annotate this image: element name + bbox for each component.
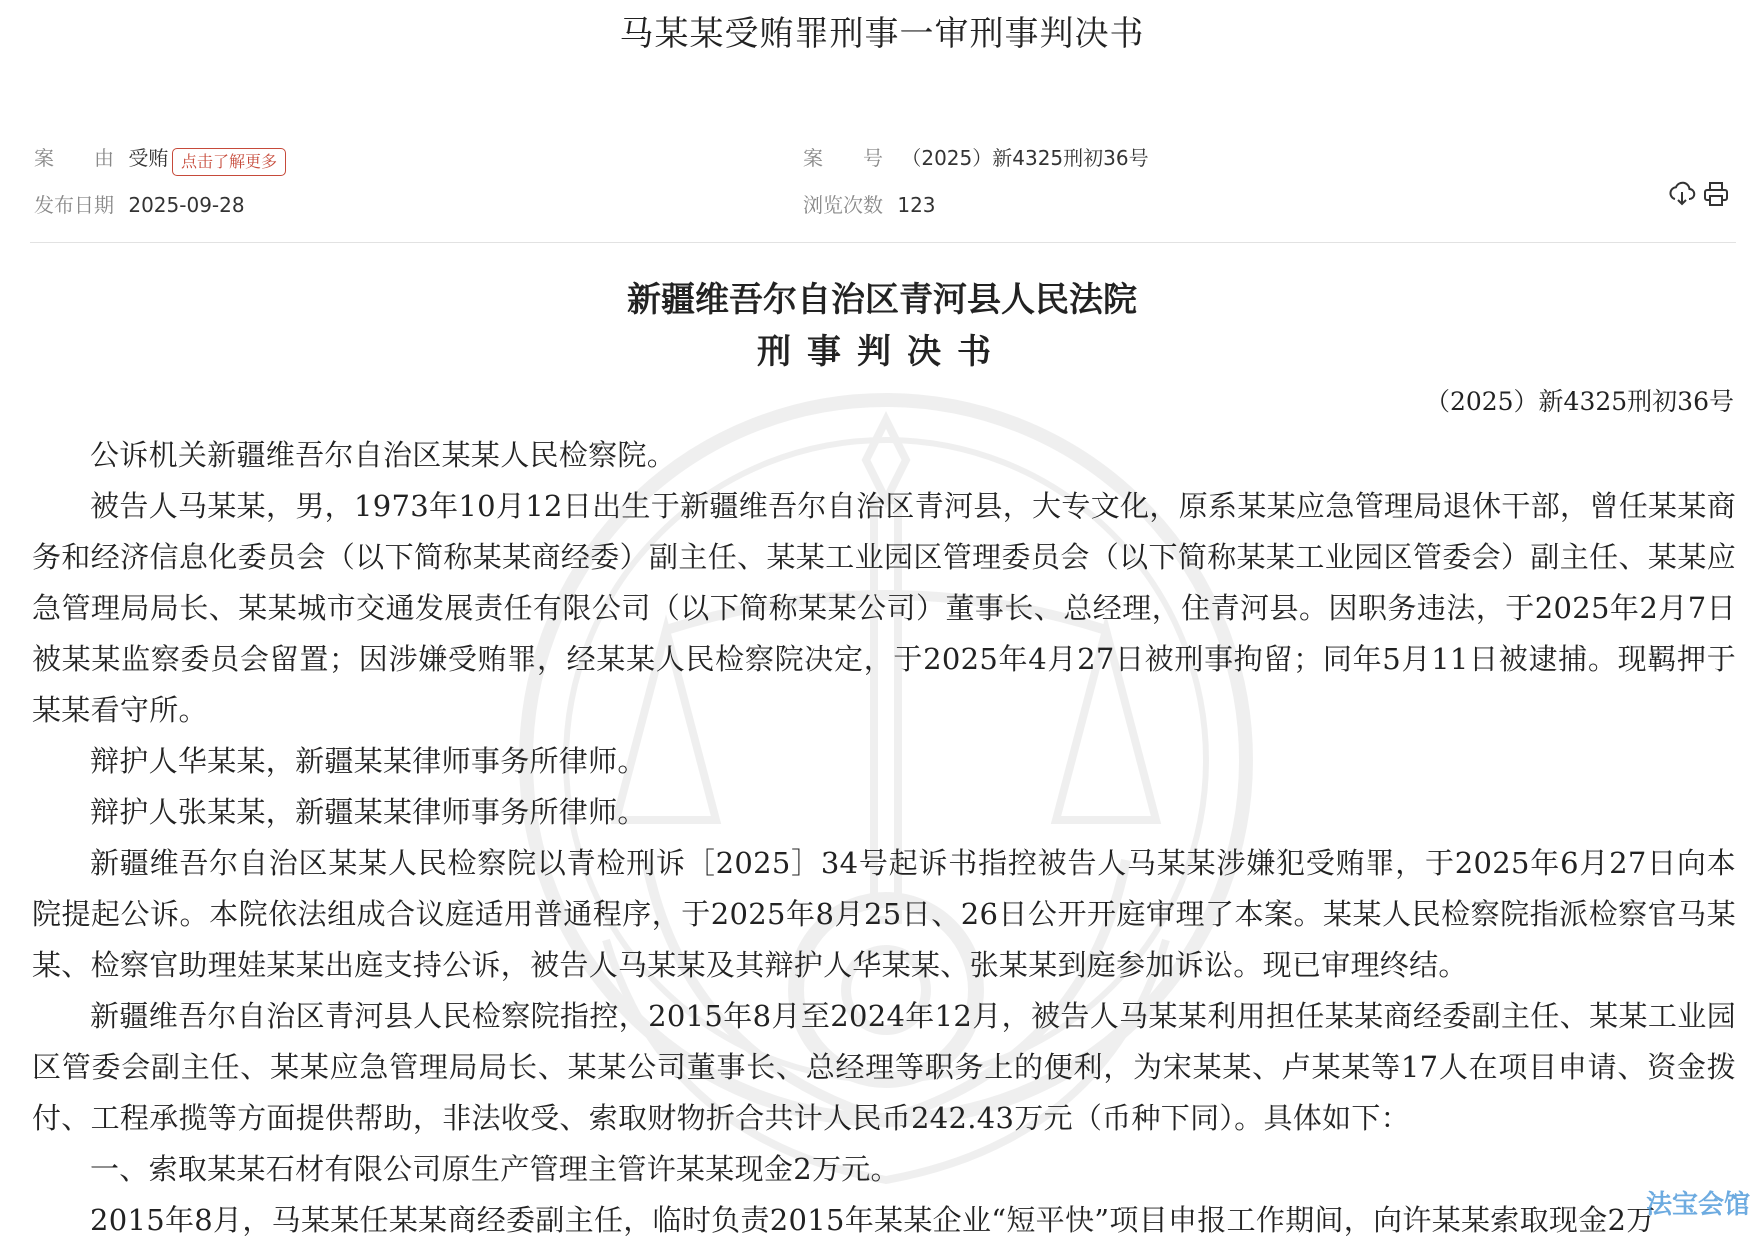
document-type: 刑事判决书 [757, 332, 1007, 372]
publish-date-label: 发布日期 [34, 193, 114, 217]
paragraph: 一、索取某某石材有限公司原生产管理主管许某某现金2万元。 [90, 1152, 900, 1186]
views-label: 浏览次数 [803, 193, 883, 217]
views-value: 123 [897, 193, 936, 217]
paragraph: 2015年8月，马某某任某某商经委副主任，临时负责2015年某某企业“短平快”项目申报工作期间，向许某某索取现金2万 [90, 1203, 1656, 1237]
learn-more-button[interactable]: 点击了解更多 [172, 148, 286, 176]
paragraph: 新疆维吾尔自治区青河县人民检察院指控，2015年8月至2024年12月，被告人马某某利用担任某某商经委副主任、某某工业园区管委会副主任、某某应急管理局局长、某某公司董事长、总经理等职务上的便利，为宋某某、卢某某等17人在项目申请、资金拨付、工程承揽等方面提供帮助，非法收受、索取财物折合共计人民币242.43万元（币种下同）。具体如下： [32, 999, 1736, 1135]
case-cause-label: 案 由 [34, 146, 114, 170]
paragraph: 辩护人华某某，新疆某某律师事务所律师。 [90, 744, 647, 778]
court-name: 新疆维吾尔自治区青河县人民法院 [627, 280, 1137, 320]
judgment-text [32, 430, 1736, 1246]
publish-date-value: 2025-09-28 [128, 193, 245, 217]
document-number: （2025）新4325刑初36号 [1424, 387, 1734, 416]
paragraph: 新疆维吾尔自治区某某人民检察院以青检刑诉［2025］34号起诉书指控被告人马某某涉嫌犯受贿罪，于2025年6月27日向本院提起公诉。本院依法组成合议庭适用普通程序，于2025年8月25日、26日公开开庭审理了本案。某某人民检察院指派检察官马某某、检察官助理娃某某出庭支持公诉，被告人马某某及其辩护人华某某、张某某到庭参加诉讼。现已审理终结。 [32, 846, 1736, 982]
page-title: 马某某受贿罪刑事一审刑事判决书 [619, 14, 1145, 54]
site-watermark: 法宝会馆 [1645, 1190, 1750, 1220]
case-number-value: （2025）新4325刑初36号 [901, 146, 1149, 170]
paragraph: 被告人马某某，男，1973年10月12日出生于新疆维吾尔自治区青河县，大专文化，原系某某应急管理局退休干部，曾任某某商务和经济信息化委员会（以下简称某某商经委）副主任、某某工业园区管理委员会（以下简称某某工业园区管委会）副主任、某某应急管理局局长、某某城市交通发展责任有限公司（以下简称某某公司）董事长、总经理，住青河县。因职务违法，于2025年2月7日被某某监察委员会留置；因涉嫌受贿罪，经某某人民检察院决定，于2025年4月27日被刑事拘留；同年5月11日被逮捕。现羁押于某某看守所。 [32, 489, 1736, 727]
case-number-label: 案 号 [803, 146, 883, 170]
paragraph: 公诉机关新疆维吾尔自治区某某人民检察院。 [90, 438, 677, 472]
case-cause-value: 受贿 [128, 146, 169, 170]
paragraph: 辩护人张某某，新疆某某律师事务所律师。 [90, 795, 647, 829]
